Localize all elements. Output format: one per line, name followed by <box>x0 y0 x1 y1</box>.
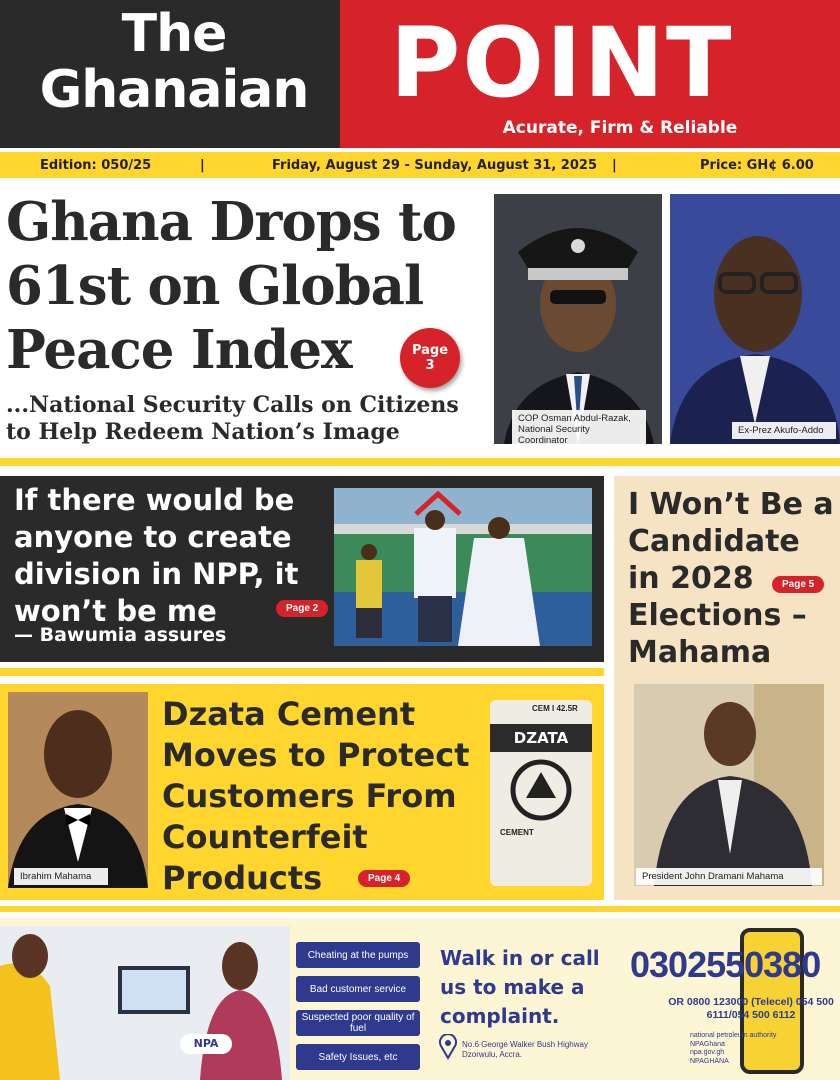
cement-bag <box>490 700 592 886</box>
complaint-item: Suspected poor quality of fuel <box>296 1010 420 1036</box>
masthead-brand: POINT <box>390 7 734 119</box>
separator: | <box>200 158 205 173</box>
section-divider <box>0 668 604 676</box>
advert-cta: Walk in or call us to make a complaint. <box>440 946 600 1028</box>
masthead-title: The Ghanaian <box>39 4 309 120</box>
call-centre-illustration <box>0 926 290 1080</box>
bawumia-photo <box>334 488 592 646</box>
advert-phone[interactable]: 0302550380 <box>630 944 821 985</box>
complaint-item: Bad customer service <box>296 976 420 1002</box>
photo-caption: President John Dramani Mahama <box>636 868 822 885</box>
page-badge-number: 3 <box>425 358 435 373</box>
page-badge[interactable]: Page 2 <box>276 600 328 617</box>
photo-caption: COP Osman Abdul-Razak, National Security Coordinator <box>512 410 646 444</box>
ibrahim-mahama-illustration <box>8 692 148 888</box>
edition-bar <box>0 150 840 178</box>
section-divider <box>0 458 840 466</box>
officer-illustration <box>494 194 662 444</box>
social-item: national petroleum authority <box>690 1032 777 1039</box>
npa-logo: NPA <box>180 1034 232 1054</box>
lion-icon <box>506 758 576 822</box>
page-badge-label: Page <box>411 343 449 358</box>
separator: | <box>612 158 617 173</box>
lead-photo-akufo-addo <box>670 194 840 444</box>
page-badge[interactable]: Page 4 <box>358 870 410 887</box>
call-centre-photo <box>0 926 290 1080</box>
masthead-tagline: Acurate, Firm & Reliable <box>502 118 738 138</box>
social-item: NPAGhana <box>690 1040 725 1048</box>
page-badge[interactable]: Page 5 <box>772 576 824 593</box>
lead-headline[interactable]: Ghana Drops to 61st on Global Peace Index <box>6 191 456 381</box>
bawumia-byline: — Bawumia assures <box>14 624 227 646</box>
ibrahim-mahama-photo <box>8 692 148 888</box>
photo-caption: Ex-Prez Akufo-Addo <box>732 422 836 439</box>
section-divider <box>0 906 840 912</box>
dzata-headline[interactable]: Dzata Cement Moves to Protect Customers From Counterfeit Products <box>162 695 470 897</box>
bag-brand: DZATA <box>490 724 592 752</box>
complaint-item: Cheating at the pumps <box>296 942 420 968</box>
photo-caption: Ibrahim Mahama <box>14 868 108 885</box>
stadium-illustration <box>334 488 592 646</box>
complaint-item: Safety Issues, etc <box>296 1044 420 1070</box>
location-pin-icon <box>438 1034 458 1060</box>
mahama-photo <box>634 684 824 886</box>
bag-grade: CEM I 42.5R <box>532 704 578 713</box>
lead-subheadline: ...National Security Calls on Citizens to Help Redeem Nation’s Image <box>6 392 459 445</box>
advert-address: No.6 George Walker Bush Highway Dzorwulu, Accra. <box>462 1040 588 1059</box>
advert-alt-numbers: OR 0800 123000 (Telecel) 054 500 6111/054 500 6112 <box>668 996 834 1021</box>
edition-price: Price: GH¢ 6.00 <box>700 158 814 173</box>
social-item: NPAGHANA <box>690 1057 729 1065</box>
akufo-addo-illustration <box>670 194 840 444</box>
advert-social-list <box>690 1032 830 1066</box>
page-badge[interactable] <box>400 328 460 388</box>
mahama-illustration <box>634 684 824 886</box>
edition-date: Friday, August 29 - Sunday, August 31, 2025 <box>272 158 597 173</box>
edition-number: Edition: 050/25 <box>40 158 152 173</box>
bag-type: CEMENT <box>500 828 534 837</box>
social-item: npa.gov.gh <box>690 1049 725 1056</box>
bawumia-headline[interactable]: If there would be anyone to create division in NPP, it won’t be me <box>14 483 299 628</box>
mahama-headline[interactable]: I Won’t Be a Candidate in 2028 Elections – Mahama <box>628 487 834 670</box>
lead-photo-officer <box>494 194 662 444</box>
